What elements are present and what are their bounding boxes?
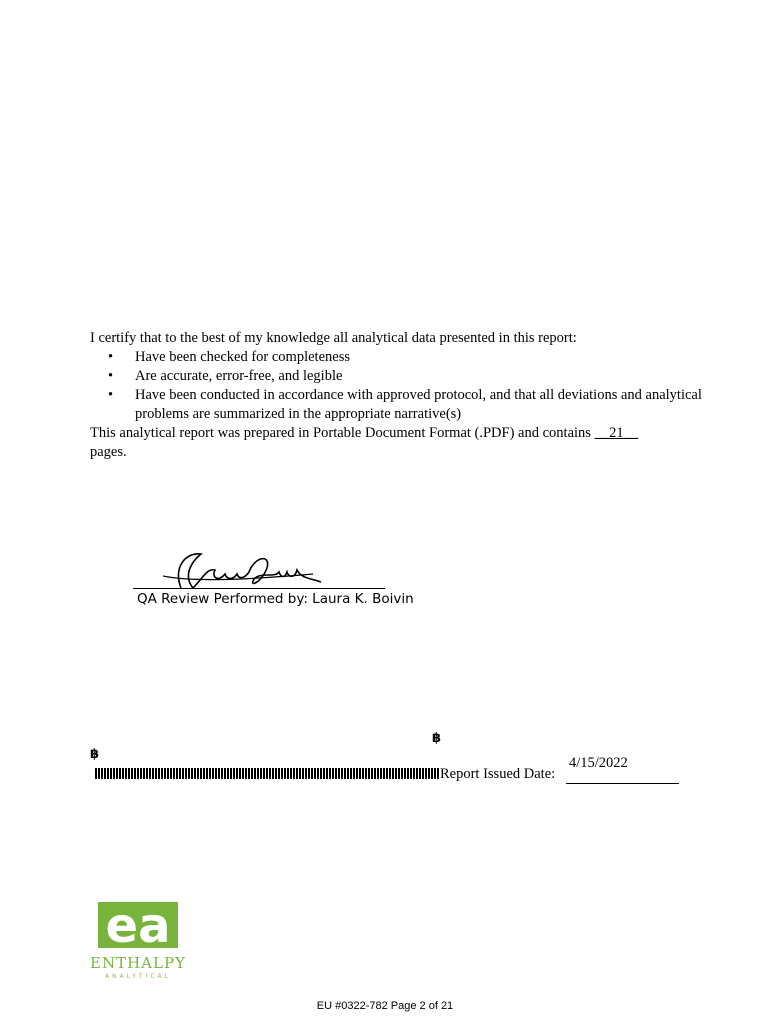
page-footer: EU #0322-782 Page 2 of 21 (316, 1000, 454, 1012)
report-issued-label: Report Issued Date: (440, 766, 556, 782)
format-text: This analytical report was prepared in Portable Document Format (.PDF) and contains (90, 425, 591, 441)
logo-subtitle: ANALYTICAL (105, 973, 171, 980)
handwritten-signature (163, 548, 323, 596)
qa-review-label: QA Review Performed by: Laura K. Boivin (137, 591, 414, 607)
pages-word: pages. (90, 444, 127, 460)
certification-intro: I certify that to the best of my knowledge all analytical data presented in this report: (90, 330, 577, 346)
certification-block (90, 329, 710, 462)
certification-item: • Have been conducted in accordance with approved protocol, and that all deviations and analytical problems are summarized in the appropriate narrative(s) (135, 386, 710, 424)
enthalpy-logo (90, 898, 190, 983)
page-count: __21__ (594, 425, 639, 441)
ea-logo-icon (90, 898, 186, 952)
redacted-fill (95, 768, 439, 779)
date-line (566, 783, 679, 784)
baht-symbol: ฿ (432, 731, 442, 746)
logo-mark: ea (105, 898, 171, 952)
certification-list (90, 348, 710, 424)
baht-symbol: ฿ (90, 747, 100, 762)
certification-item: • Are accurate, error-free, and legible (135, 367, 710, 386)
logo-name: ENTHALPY (90, 954, 186, 972)
format-statement (90, 424, 710, 443)
report-issued-date: 4/15/2022 (569, 755, 628, 771)
certification-item: • Have been checked for completeness (135, 348, 710, 367)
